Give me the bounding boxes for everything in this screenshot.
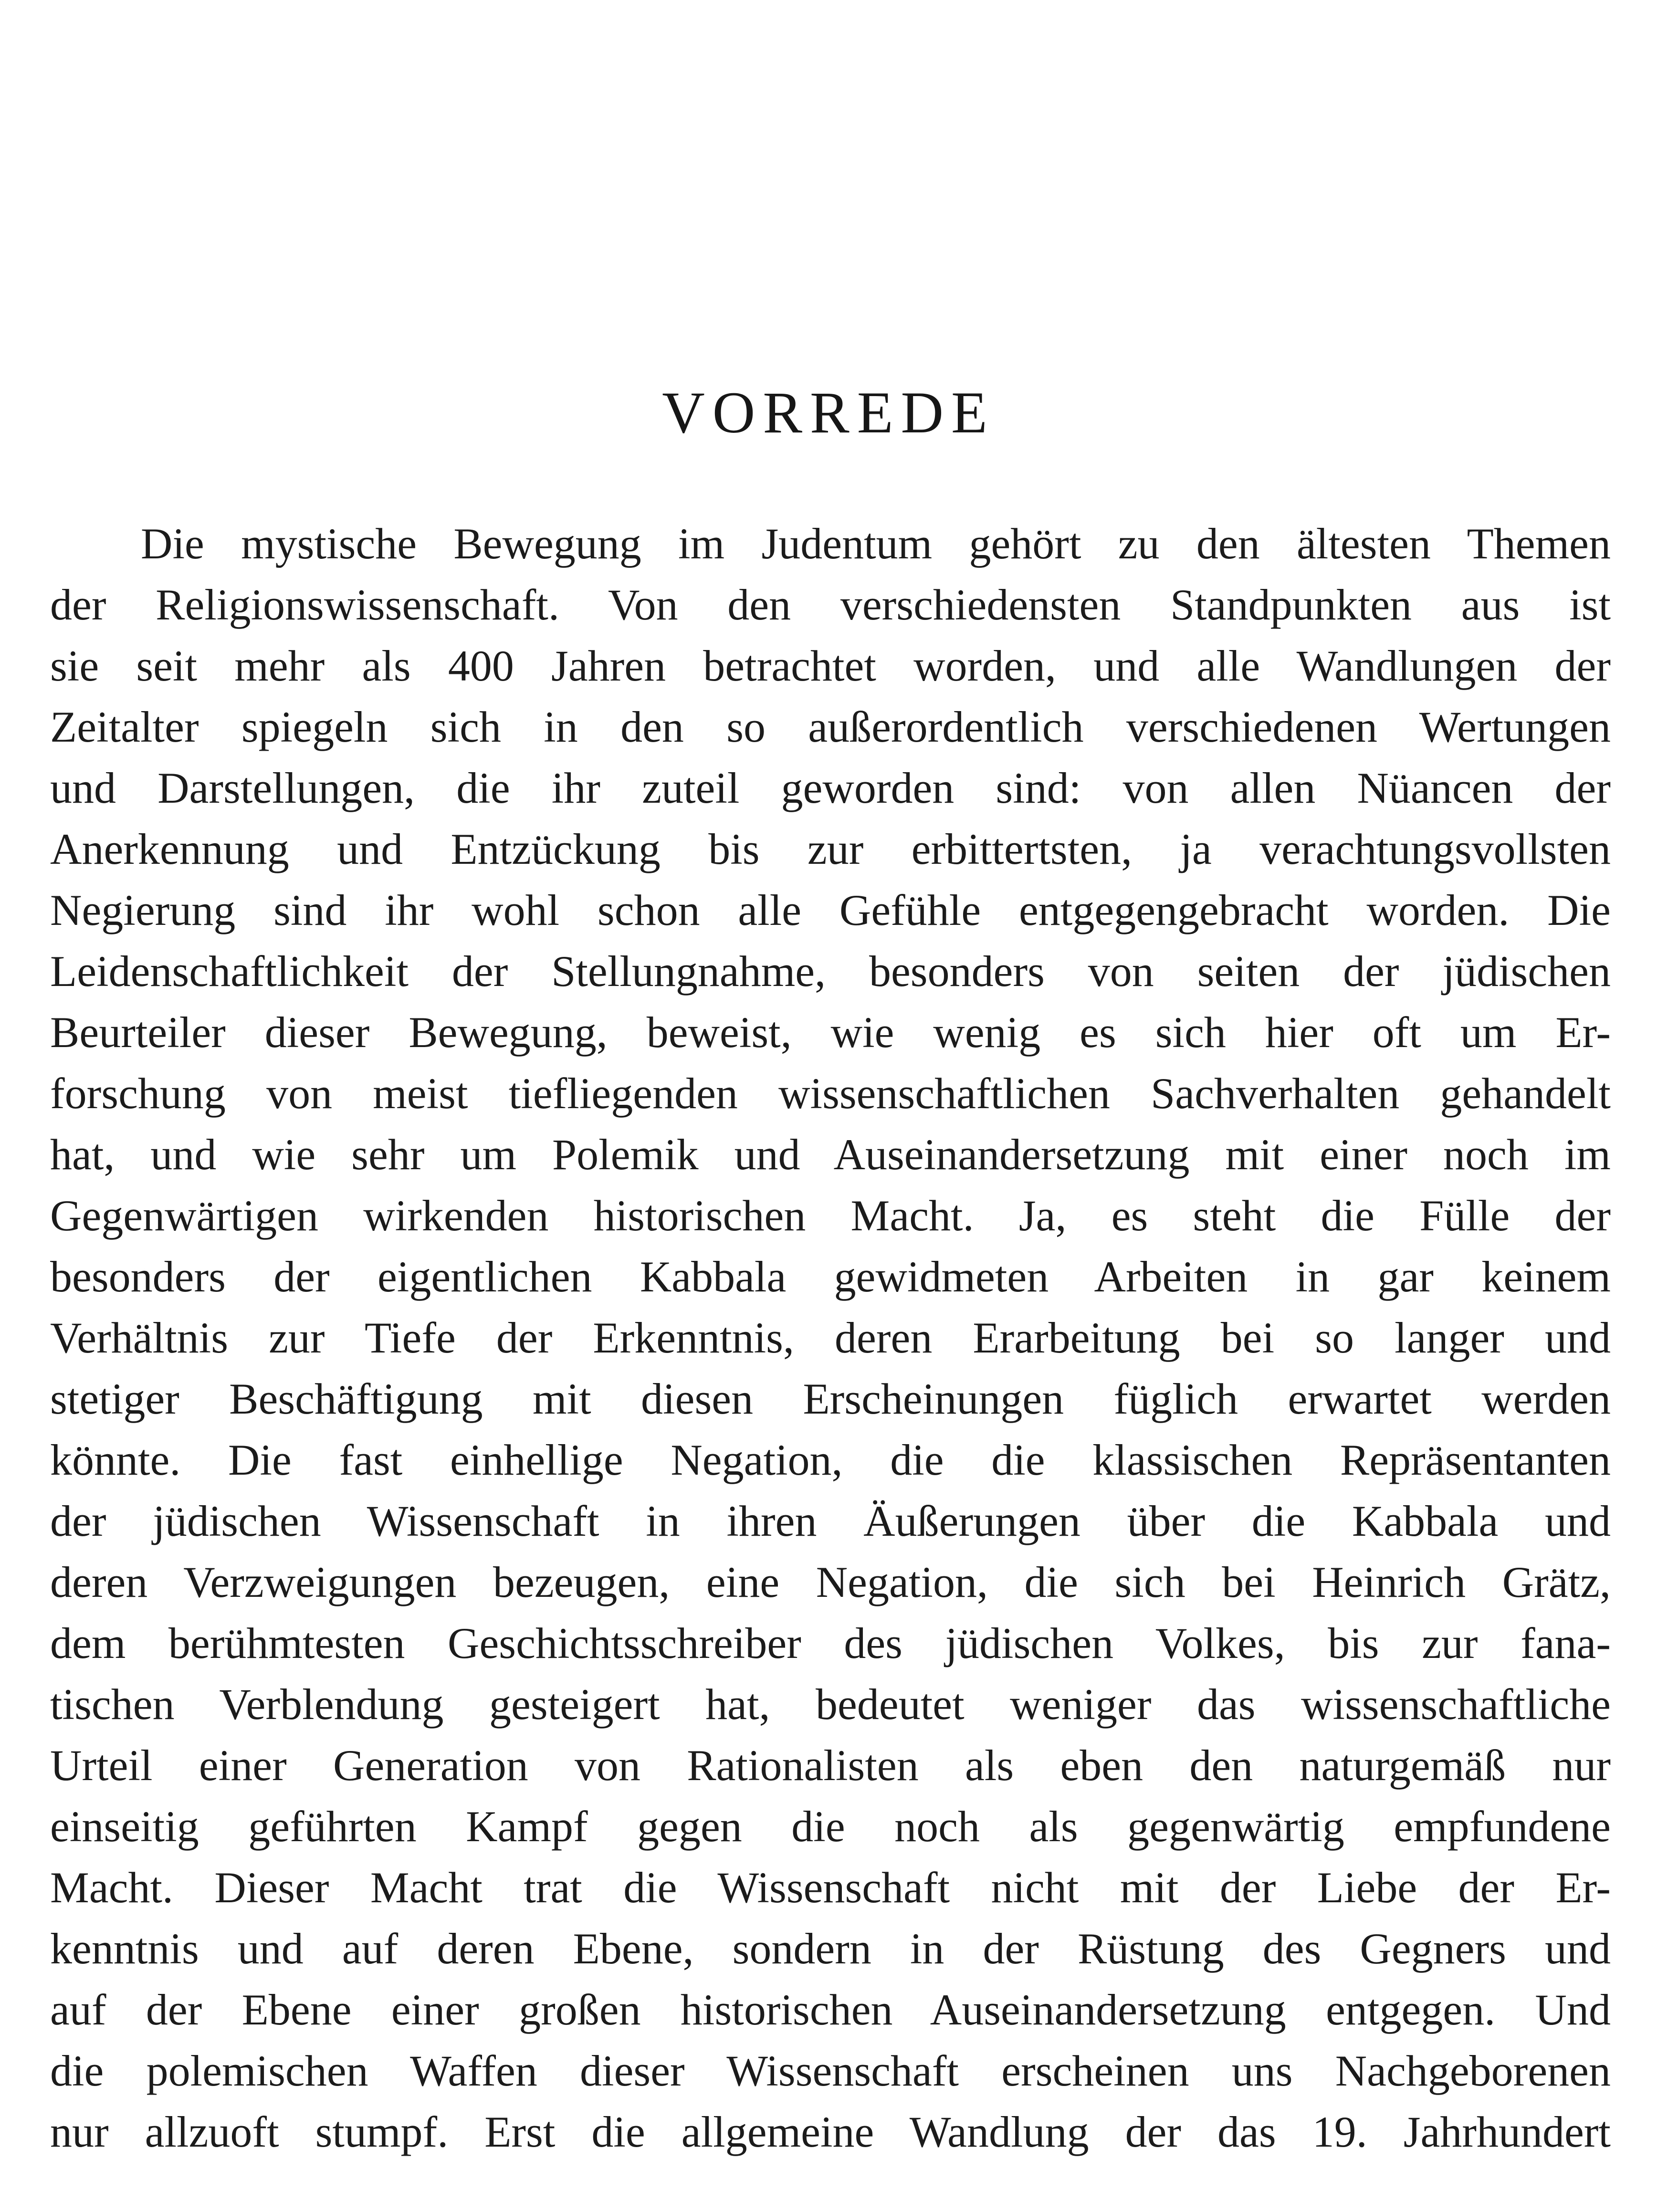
text-line: nur allzuoft stumpf. Erst die allgemeine Wandlung der das 19. Jahrhundert: [50, 2107, 1611, 2156]
text-line: Gegenwärtigen wirkenden historischen Macht. Ja, es steht die Fülle der: [50, 1191, 1611, 1240]
text-line: deren Verzweigungen bezeugen, eine Negation, die sich bei Heinrich Grätz,: [50, 1558, 1611, 1606]
body-paragraph: [50, 513, 1611, 2162]
text-line: Verhältnis zur Tiefe der Erkenntnis, deren Erarbeitung bei so langer und: [50, 1313, 1611, 1362]
text-line: auf der Ebene einer großen historischen Auseinandersetzung entgegen. Und: [50, 1985, 1611, 2034]
text-line: Urteil einer Generation von Rationalisten als eben den naturgemäß nur: [50, 1741, 1611, 1790]
text-line: dem berühmtesten Geschichtsschreiber des jüdischen Volkes, bis zur fana-: [50, 1619, 1611, 1667]
text-line: Macht. Dieser Macht trat die Wissenschaft nicht mit der Liebe der Er-: [50, 1863, 1611, 1912]
text-line: forschung von meist tiefliegenden wissenschaftlichen Sachverhalten gehandelt: [50, 1069, 1611, 1118]
text-line: der jüdischen Wissenschaft in ihren Äußerungen über die Kabbala und: [50, 1497, 1611, 1545]
text-line: hat, und wie sehr um Polemik und Auseinandersetzung mit einer noch im: [50, 1130, 1611, 1179]
text-line: Zeitalter spiegeln sich in den so außerordentlich verschiedenen Wertungen: [50, 702, 1611, 751]
text-line: sie seit mehr als 400 Jahren betrachtet worden, und alle Wandlungen der: [50, 641, 1611, 690]
text-line: Anerkennung und Entzückung bis zur erbittertsten, ja verachtungsvollsten: [50, 825, 1611, 873]
text-line: Die mystische Bewegung im Judentum gehört zu den ältesten Themen: [141, 519, 1611, 568]
text-line: kenntnis und auf deren Ebene, sondern in der Rüstung des Gegners und: [50, 1924, 1611, 1973]
text-line: die polemischen Waffen dieser Wissenschaft erscheinen uns Nachgeborenen: [50, 2046, 1611, 2095]
page-title: VORREDE: [662, 380, 995, 445]
text-line: besonders der eigentlichen Kabbala gewidmeten Arbeiten in gar keinem: [50, 1252, 1611, 1301]
text-line: Negierung sind ihr wohl schon alle Gefühle entgegengebracht worden. Die: [50, 886, 1611, 934]
text-line: Beurteiler dieser Bewegung, beweist, wie wenig es sich hier oft um Er-: [50, 1008, 1611, 1057]
text-line: einseitig geführten Kampf gegen die noch als gegenwärtig empfundene: [50, 1802, 1611, 1851]
text-line: der Religionswissenschaft. Von den verschiedensten Standpunkten aus ist: [50, 580, 1611, 629]
text-line: stetiger Beschäftigung mit diesen Erscheinungen füglich erwartet werden: [50, 1374, 1611, 1423]
text-line: Leidenschaftlichkeit der Stellungnahme, besonders von seiten der jüdischen: [50, 947, 1611, 996]
text-line: könnte. Die fast einhellige Negation, die die klassischen Repräsentanten: [50, 1436, 1611, 1484]
text-line: tischen Verblendung gesteigert hat, bedeutet weniger das wissenschaftliche: [50, 1680, 1611, 1729]
text-line: und Darstellungen, die ihr zuteil geworden sind: von allen Nüancen der: [50, 764, 1611, 812]
